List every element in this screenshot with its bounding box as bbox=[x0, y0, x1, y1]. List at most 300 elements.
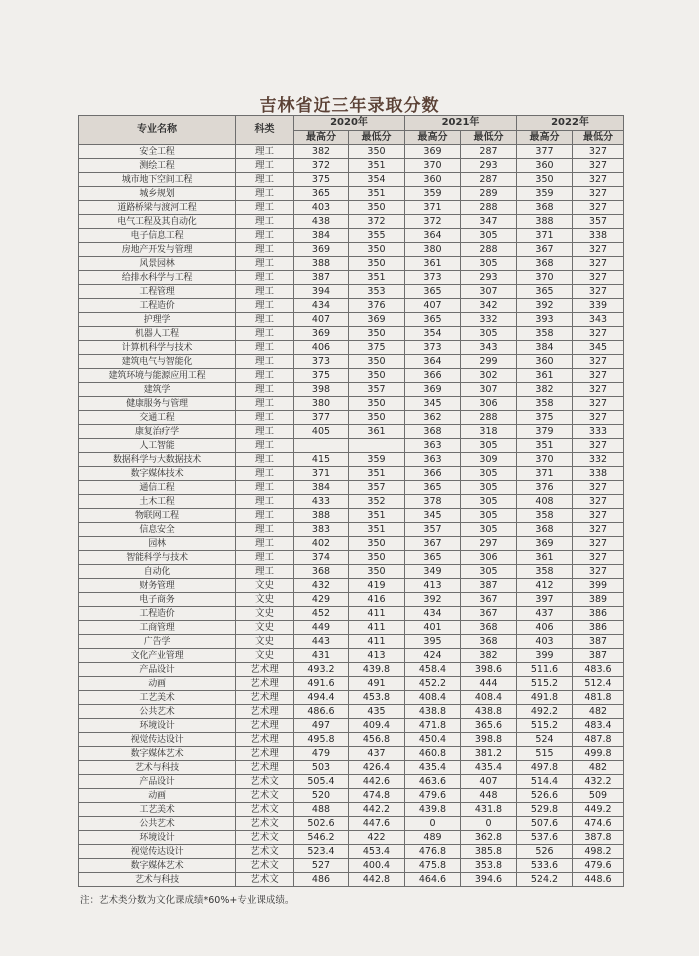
category-cell: 艺术理 bbox=[236, 747, 294, 761]
major-cell: 视觉传达设计 bbox=[79, 845, 236, 859]
major-cell: 自动化 bbox=[79, 565, 236, 579]
max-2022-cell: 371 bbox=[517, 467, 573, 481]
min-2022-cell: 327 bbox=[573, 201, 624, 215]
max-2020-cell: 405 bbox=[294, 425, 349, 439]
max-2022-cell: 360 bbox=[517, 355, 573, 369]
table-row bbox=[79, 425, 624, 439]
max-2021-cell: 345 bbox=[405, 509, 461, 523]
max-2022-cell: 524 bbox=[517, 733, 573, 747]
table-row bbox=[79, 817, 624, 831]
table-row bbox=[79, 663, 624, 677]
min-2021-cell: 353.8 bbox=[461, 859, 517, 873]
max-2022-cell: 397 bbox=[517, 593, 573, 607]
major-cell: 安全工程 bbox=[79, 145, 236, 159]
min-2021-cell: 438.8 bbox=[461, 705, 517, 719]
max-2020-cell: 365 bbox=[294, 187, 349, 201]
min-2022-cell: 399 bbox=[573, 579, 624, 593]
table-row bbox=[79, 873, 624, 887]
min-2022-cell: 387 bbox=[573, 635, 624, 649]
major-cell: 公共艺术 bbox=[79, 817, 236, 831]
major-cell: 数据科学与大数据技术 bbox=[79, 453, 236, 467]
table-row bbox=[79, 859, 624, 873]
max-2022-cell: 507.6 bbox=[517, 817, 573, 831]
min-2022-cell: 512.4 bbox=[573, 677, 624, 691]
max-2022-cell: 370 bbox=[517, 271, 573, 285]
category-cell: 理工 bbox=[236, 215, 294, 229]
min-2021-cell: 343 bbox=[461, 341, 517, 355]
table-row bbox=[79, 341, 624, 355]
category-cell: 理工 bbox=[236, 565, 294, 579]
header-min-2020: 最低分 bbox=[349, 131, 405, 145]
major-cell: 机器人工程 bbox=[79, 327, 236, 341]
max-2020-cell: 387 bbox=[294, 271, 349, 285]
min-2020-cell: 422 bbox=[349, 831, 405, 845]
min-2020-cell: 447.6 bbox=[349, 817, 405, 831]
min-2020-cell: 350 bbox=[349, 327, 405, 341]
min-2021-cell: 448 bbox=[461, 789, 517, 803]
max-2020-cell: 377 bbox=[294, 411, 349, 425]
min-2020-cell: 350 bbox=[349, 257, 405, 271]
major-cell: 数字媒体艺术 bbox=[79, 747, 236, 761]
min-2022-cell: 327 bbox=[573, 285, 624, 299]
min-2021-cell: 305 bbox=[461, 495, 517, 509]
min-2020-cell: 419 bbox=[349, 579, 405, 593]
max-2020-cell: 371 bbox=[294, 467, 349, 481]
min-2021-cell: 306 bbox=[461, 551, 517, 565]
category-cell: 文史 bbox=[236, 607, 294, 621]
max-2022-cell: 515 bbox=[517, 747, 573, 761]
max-2020-cell: 497 bbox=[294, 719, 349, 733]
min-2020-cell: 361 bbox=[349, 425, 405, 439]
min-2020-cell: 350 bbox=[349, 369, 405, 383]
min-2022-cell: 327 bbox=[573, 159, 624, 173]
min-2021-cell: 318 bbox=[461, 425, 517, 439]
max-2020-cell: 373 bbox=[294, 355, 349, 369]
table-row bbox=[79, 537, 624, 551]
max-2021-cell: 362 bbox=[405, 411, 461, 425]
max-2022-cell: 526.6 bbox=[517, 789, 573, 803]
min-2020-cell: 442.8 bbox=[349, 873, 405, 887]
min-2020-cell: 474.8 bbox=[349, 789, 405, 803]
min-2021-cell: 306 bbox=[461, 397, 517, 411]
max-2020-cell: 372 bbox=[294, 159, 349, 173]
max-2021-cell: 479.6 bbox=[405, 789, 461, 803]
min-2020-cell: 357 bbox=[349, 383, 405, 397]
max-2022-cell: 365 bbox=[517, 285, 573, 299]
max-2021-cell: 435.4 bbox=[405, 761, 461, 775]
min-2022-cell: 357 bbox=[573, 215, 624, 229]
table-row bbox=[79, 649, 624, 663]
major-cell: 物联网工程 bbox=[79, 509, 236, 523]
table-row bbox=[79, 523, 624, 537]
max-2021-cell: 365 bbox=[405, 481, 461, 495]
min-2020-cell: 372 bbox=[349, 215, 405, 229]
min-2022-cell: 345 bbox=[573, 341, 624, 355]
max-2022-cell: 399 bbox=[517, 649, 573, 663]
major-cell: 财务管理 bbox=[79, 579, 236, 593]
max-2021-cell: 345 bbox=[405, 397, 461, 411]
min-2022-cell: 487.8 bbox=[573, 733, 624, 747]
max-2020-cell: 429 bbox=[294, 593, 349, 607]
category-cell: 理工 bbox=[236, 201, 294, 215]
table-row bbox=[79, 747, 624, 761]
category-cell: 艺术文 bbox=[236, 859, 294, 873]
table-row bbox=[79, 215, 624, 229]
max-2020-cell: 402 bbox=[294, 537, 349, 551]
table-row bbox=[79, 719, 624, 733]
table-row bbox=[79, 845, 624, 859]
table-row bbox=[79, 243, 624, 257]
min-2021-cell: 368 bbox=[461, 621, 517, 635]
min-2020-cell: 453.4 bbox=[349, 845, 405, 859]
min-2021-cell: 305 bbox=[461, 327, 517, 341]
table-row bbox=[79, 439, 624, 453]
max-2022-cell: 537.6 bbox=[517, 831, 573, 845]
table-row bbox=[79, 481, 624, 495]
max-2022-cell: 524.2 bbox=[517, 873, 573, 887]
max-2022-cell: 515.2 bbox=[517, 719, 573, 733]
table-row bbox=[79, 761, 624, 775]
min-2020-cell: 350 bbox=[349, 201, 405, 215]
category-cell: 理工 bbox=[236, 523, 294, 537]
header-max-2021: 最高分 bbox=[405, 131, 461, 145]
min-2021-cell: 382 bbox=[461, 649, 517, 663]
max-2020-cell: 449 bbox=[294, 621, 349, 635]
min-2020-cell: 442.6 bbox=[349, 775, 405, 789]
table-row bbox=[79, 229, 624, 243]
min-2021-cell: 435.4 bbox=[461, 761, 517, 775]
max-2020-cell: 382 bbox=[294, 145, 349, 159]
min-2022-cell: 482 bbox=[573, 761, 624, 775]
category-cell: 理工 bbox=[236, 383, 294, 397]
max-2022-cell: 388 bbox=[517, 215, 573, 229]
max-2022-cell: 368 bbox=[517, 201, 573, 215]
min-2022-cell: 327 bbox=[573, 243, 624, 257]
max-2022-cell: 514.4 bbox=[517, 775, 573, 789]
max-2021-cell: 373 bbox=[405, 271, 461, 285]
category-cell: 理工 bbox=[236, 159, 294, 173]
min-2022-cell: 483.6 bbox=[573, 663, 624, 677]
header-year-2020: 2020年 bbox=[294, 116, 405, 131]
major-cell: 艺术与科技 bbox=[79, 873, 236, 887]
max-2021-cell: 367 bbox=[405, 537, 461, 551]
min-2021-cell: 387 bbox=[461, 579, 517, 593]
table-row bbox=[79, 733, 624, 747]
max-2020-cell: 443 bbox=[294, 635, 349, 649]
max-2020-cell: 452 bbox=[294, 607, 349, 621]
category-cell: 理工 bbox=[236, 355, 294, 369]
min-2020-cell bbox=[349, 439, 405, 453]
category-cell: 理工 bbox=[236, 551, 294, 565]
min-2021-cell: 287 bbox=[461, 173, 517, 187]
min-2022-cell: 449.2 bbox=[573, 803, 624, 817]
max-2022-cell: 350 bbox=[517, 173, 573, 187]
max-2020-cell: 546.2 bbox=[294, 831, 349, 845]
max-2021-cell: 365 bbox=[405, 313, 461, 327]
max-2020-cell: 380 bbox=[294, 397, 349, 411]
min-2021-cell: 309 bbox=[461, 453, 517, 467]
max-2020-cell: 384 bbox=[294, 229, 349, 243]
major-cell: 动画 bbox=[79, 789, 236, 803]
min-2020-cell: 351 bbox=[349, 509, 405, 523]
major-cell: 道路桥梁与渡河工程 bbox=[79, 201, 236, 215]
max-2020-cell: 493.2 bbox=[294, 663, 349, 677]
category-cell: 理工 bbox=[236, 425, 294, 439]
min-2020-cell: 456.8 bbox=[349, 733, 405, 747]
max-2021-cell: 463.6 bbox=[405, 775, 461, 789]
max-2021-cell: 401 bbox=[405, 621, 461, 635]
min-2020-cell: 375 bbox=[349, 341, 405, 355]
major-cell: 广告学 bbox=[79, 635, 236, 649]
major-cell: 数字媒体技术 bbox=[79, 467, 236, 481]
max-2020-cell: 479 bbox=[294, 747, 349, 761]
major-cell: 工程管理 bbox=[79, 285, 236, 299]
max-2020-cell: 406 bbox=[294, 341, 349, 355]
min-2022-cell: 327 bbox=[573, 271, 624, 285]
major-cell: 健康服务与管理 bbox=[79, 397, 236, 411]
major-cell: 工商管理 bbox=[79, 621, 236, 635]
table-row bbox=[79, 145, 624, 159]
min-2022-cell: 327 bbox=[573, 495, 624, 509]
min-2020-cell: 350 bbox=[349, 537, 405, 551]
category-cell: 理工 bbox=[236, 509, 294, 523]
category-cell: 文史 bbox=[236, 579, 294, 593]
min-2021-cell: 385.8 bbox=[461, 845, 517, 859]
min-2021-cell: 398.6 bbox=[461, 663, 517, 677]
max-2021-cell: 408.4 bbox=[405, 691, 461, 705]
category-cell: 理工 bbox=[236, 439, 294, 453]
min-2022-cell: 327 bbox=[573, 173, 624, 187]
table-row bbox=[79, 607, 624, 621]
max-2022-cell: 361 bbox=[517, 551, 573, 565]
max-2022-cell: 358 bbox=[517, 509, 573, 523]
max-2021-cell: 373 bbox=[405, 341, 461, 355]
major-cell: 计算机科学与技术 bbox=[79, 341, 236, 355]
max-2022-cell: 392 bbox=[517, 299, 573, 313]
min-2021-cell: 408.4 bbox=[461, 691, 517, 705]
max-2020-cell: 491.6 bbox=[294, 677, 349, 691]
table-row bbox=[79, 579, 624, 593]
major-cell: 工程造价 bbox=[79, 607, 236, 621]
min-2021-cell: 305 bbox=[461, 523, 517, 537]
major-cell: 文化产业管理 bbox=[79, 649, 236, 663]
min-2022-cell: 343 bbox=[573, 313, 624, 327]
max-2022-cell: 361 bbox=[517, 369, 573, 383]
category-cell: 艺术文 bbox=[236, 845, 294, 859]
max-2021-cell: 0 bbox=[405, 817, 461, 831]
min-2021-cell: 305 bbox=[461, 257, 517, 271]
major-cell: 信息安全 bbox=[79, 523, 236, 537]
major-cell: 公共艺术 bbox=[79, 705, 236, 719]
category-cell: 理工 bbox=[236, 369, 294, 383]
max-2020-cell: 432 bbox=[294, 579, 349, 593]
major-cell: 给排水科学与工程 bbox=[79, 271, 236, 285]
table-row bbox=[79, 383, 624, 397]
category-cell: 理工 bbox=[236, 285, 294, 299]
min-2021-cell: 293 bbox=[461, 159, 517, 173]
min-2021-cell: 287 bbox=[461, 145, 517, 159]
major-cell: 电子商务 bbox=[79, 593, 236, 607]
min-2022-cell: 339 bbox=[573, 299, 624, 313]
major-cell: 电气工程及其自动化 bbox=[79, 215, 236, 229]
max-2022-cell: 408 bbox=[517, 495, 573, 509]
category-cell: 文史 bbox=[236, 593, 294, 607]
min-2021-cell: 305 bbox=[461, 509, 517, 523]
category-cell: 文史 bbox=[236, 649, 294, 663]
category-cell: 艺术理 bbox=[236, 761, 294, 775]
min-2020-cell: 351 bbox=[349, 523, 405, 537]
max-2020-cell: 520 bbox=[294, 789, 349, 803]
min-2021-cell: 299 bbox=[461, 355, 517, 369]
max-2021-cell: 365 bbox=[405, 285, 461, 299]
max-2020-cell: 374 bbox=[294, 551, 349, 565]
category-cell: 文史 bbox=[236, 635, 294, 649]
max-2021-cell: 424 bbox=[405, 649, 461, 663]
min-2020-cell: 350 bbox=[349, 145, 405, 159]
max-2021-cell: 365 bbox=[405, 551, 461, 565]
max-2020-cell: 375 bbox=[294, 369, 349, 383]
major-cell: 风景园林 bbox=[79, 257, 236, 271]
min-2021-cell: 288 bbox=[461, 243, 517, 257]
max-2020-cell: 488 bbox=[294, 803, 349, 817]
max-2022-cell: 437 bbox=[517, 607, 573, 621]
min-2022-cell: 482 bbox=[573, 705, 624, 719]
max-2021-cell: 349 bbox=[405, 565, 461, 579]
table-row bbox=[79, 201, 624, 215]
min-2021-cell: 398.8 bbox=[461, 733, 517, 747]
min-2022-cell: 332 bbox=[573, 453, 624, 467]
min-2020-cell: 453.8 bbox=[349, 691, 405, 705]
max-2022-cell: 359 bbox=[517, 187, 573, 201]
header-major: 专业名称 bbox=[79, 116, 236, 145]
max-2020-cell: 369 bbox=[294, 327, 349, 341]
major-cell: 建筑学 bbox=[79, 383, 236, 397]
major-cell: 工艺美术 bbox=[79, 691, 236, 705]
min-2020-cell: 437 bbox=[349, 747, 405, 761]
min-2022-cell: 499.8 bbox=[573, 747, 624, 761]
min-2021-cell: 365.6 bbox=[461, 719, 517, 733]
min-2022-cell: 387.8 bbox=[573, 831, 624, 845]
category-cell: 理工 bbox=[236, 145, 294, 159]
table-row bbox=[79, 369, 624, 383]
max-2021-cell: 361 bbox=[405, 257, 461, 271]
min-2022-cell: 333 bbox=[573, 425, 624, 439]
min-2021-cell: 342 bbox=[461, 299, 517, 313]
min-2021-cell: 394.6 bbox=[461, 873, 517, 887]
min-2020-cell: 351 bbox=[349, 467, 405, 481]
category-cell: 理工 bbox=[236, 299, 294, 313]
max-2021-cell: 357 bbox=[405, 523, 461, 537]
min-2022-cell: 327 bbox=[573, 509, 624, 523]
max-2020-cell: 403 bbox=[294, 201, 349, 215]
major-cell: 康复治疗学 bbox=[79, 425, 236, 439]
max-2022-cell: 492.2 bbox=[517, 705, 573, 719]
max-2020-cell: 433 bbox=[294, 495, 349, 509]
category-cell: 艺术理 bbox=[236, 733, 294, 747]
category-cell: 理工 bbox=[236, 411, 294, 425]
max-2020-cell: 431 bbox=[294, 649, 349, 663]
table-row bbox=[79, 187, 624, 201]
min-2022-cell: 327 bbox=[573, 411, 624, 425]
max-2020-cell: 486.6 bbox=[294, 705, 349, 719]
min-2022-cell: 327 bbox=[573, 439, 624, 453]
max-2021-cell: 364 bbox=[405, 355, 461, 369]
min-2021-cell: 368 bbox=[461, 635, 517, 649]
major-cell: 房地产开发与管理 bbox=[79, 243, 236, 257]
category-cell: 理工 bbox=[236, 187, 294, 201]
max-2020-cell: 434 bbox=[294, 299, 349, 313]
min-2022-cell: 327 bbox=[573, 383, 624, 397]
max-2020-cell: 388 bbox=[294, 257, 349, 271]
major-cell: 土木工程 bbox=[79, 495, 236, 509]
min-2020-cell: 411 bbox=[349, 621, 405, 635]
max-2021-cell: 366 bbox=[405, 467, 461, 481]
min-2020-cell: 350 bbox=[349, 411, 405, 425]
header-category: 科类 bbox=[236, 116, 294, 145]
category-cell: 艺术理 bbox=[236, 691, 294, 705]
max-2021-cell: 471.8 bbox=[405, 719, 461, 733]
min-2021-cell: 431.8 bbox=[461, 803, 517, 817]
min-2021-cell: 293 bbox=[461, 271, 517, 285]
table-body bbox=[79, 145, 624, 887]
category-cell: 艺术理 bbox=[236, 677, 294, 691]
min-2022-cell: 327 bbox=[573, 481, 624, 495]
min-2020-cell: 411 bbox=[349, 635, 405, 649]
major-cell: 建筑电气与智能化 bbox=[79, 355, 236, 369]
max-2020-cell bbox=[294, 439, 349, 453]
max-2022-cell: 358 bbox=[517, 565, 573, 579]
min-2021-cell: 362.8 bbox=[461, 831, 517, 845]
min-2021-cell: 347 bbox=[461, 215, 517, 229]
max-2021-cell: 434 bbox=[405, 607, 461, 621]
min-2020-cell: 353 bbox=[349, 285, 405, 299]
max-2022-cell: 368 bbox=[517, 257, 573, 271]
min-2022-cell: 327 bbox=[573, 257, 624, 271]
page-title: 吉林省近三年录取分数 bbox=[259, 96, 440, 116]
min-2020-cell: 354 bbox=[349, 173, 405, 187]
header-max-2022: 最高分 bbox=[517, 131, 573, 145]
max-2020-cell: 394 bbox=[294, 285, 349, 299]
header-year-2021: 2021年 bbox=[405, 116, 517, 131]
max-2020-cell: 505.4 bbox=[294, 775, 349, 789]
min-2022-cell: 327 bbox=[573, 327, 624, 341]
min-2020-cell: 350 bbox=[349, 397, 405, 411]
min-2020-cell: 435 bbox=[349, 705, 405, 719]
max-2021-cell: 372 bbox=[405, 215, 461, 229]
category-cell: 艺术理 bbox=[236, 719, 294, 733]
major-cell: 视觉传达设计 bbox=[79, 733, 236, 747]
max-2020-cell: 495.8 bbox=[294, 733, 349, 747]
header-year-2022: 2022年 bbox=[517, 116, 624, 131]
max-2021-cell: 458.4 bbox=[405, 663, 461, 677]
max-2020-cell: 523.4 bbox=[294, 845, 349, 859]
table-row bbox=[79, 327, 624, 341]
min-2021-cell: 407 bbox=[461, 775, 517, 789]
min-2020-cell: 491 bbox=[349, 677, 405, 691]
min-2020-cell: 426.4 bbox=[349, 761, 405, 775]
min-2022-cell: 509 bbox=[573, 789, 624, 803]
major-cell: 动画 bbox=[79, 677, 236, 691]
min-2021-cell: 305 bbox=[461, 439, 517, 453]
table-row bbox=[79, 565, 624, 579]
major-cell: 环境设计 bbox=[79, 831, 236, 845]
min-2020-cell: 351 bbox=[349, 187, 405, 201]
major-cell: 护理学 bbox=[79, 313, 236, 327]
min-2020-cell: 442.2 bbox=[349, 803, 405, 817]
min-2020-cell: 411 bbox=[349, 607, 405, 621]
max-2021-cell: 380 bbox=[405, 243, 461, 257]
min-2022-cell: 386 bbox=[573, 607, 624, 621]
